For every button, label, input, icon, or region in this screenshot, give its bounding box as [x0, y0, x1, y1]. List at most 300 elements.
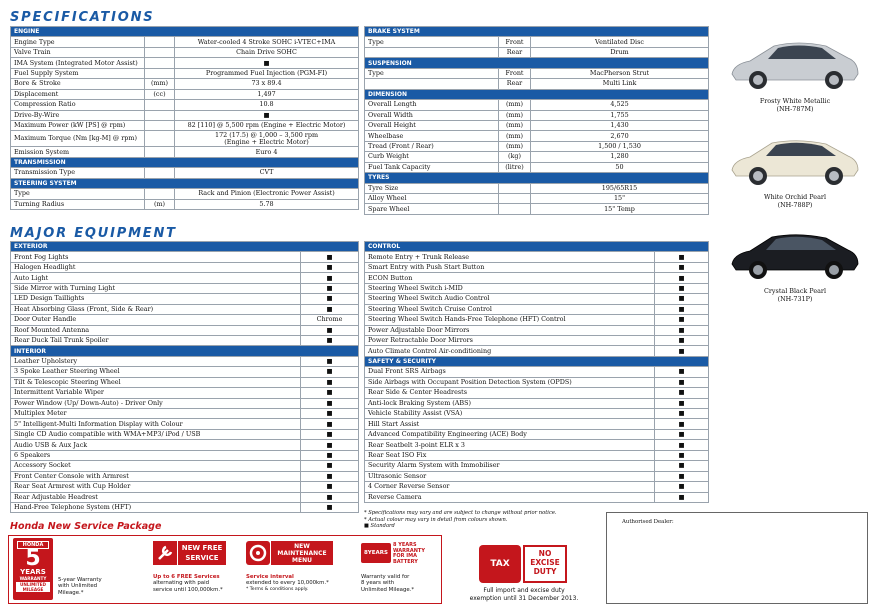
row-label: Tilt & Telescopic Steering Wheel	[11, 377, 301, 387]
row-label: Maximum Power (kW [PS] @ rpm)	[11, 120, 145, 130]
row-label: Accessory Socket	[11, 461, 301, 471]
row-value: ■	[655, 409, 709, 419]
table-row	[365, 262, 709, 272]
row-value: ■	[301, 273, 359, 283]
honda-logo-text: HONDA	[17, 541, 49, 549]
table-row	[11, 398, 359, 408]
note-standard: ■ Standard	[364, 523, 395, 529]
row-unit	[145, 47, 175, 57]
table-row	[365, 315, 709, 325]
warranty-number: 5	[25, 546, 41, 571]
row-value: ■	[655, 273, 709, 283]
row-label: Rear Seat Armrest with Cup Holder	[11, 482, 301, 492]
row-value: ■	[655, 294, 709, 304]
row-unit: Front	[499, 37, 531, 47]
row-value: ■	[301, 450, 359, 460]
row-label: Hill Start Assist	[365, 419, 655, 429]
row-value: Drum	[531, 47, 709, 57]
row-label: ECON Button	[365, 273, 655, 283]
row-label: Anti-lock Braking System (ABS)	[365, 398, 655, 408]
control-safety-table	[364, 241, 709, 503]
row-label: Type	[365, 68, 499, 78]
table-row	[11, 315, 359, 325]
row-value: 1,755	[531, 110, 709, 120]
table-row	[365, 429, 709, 439]
row-label: Power Adjustable Door Mirrors	[365, 325, 655, 335]
row-value: ■	[175, 110, 359, 120]
row-label: Rear Adjustable Headrest	[11, 492, 301, 502]
row-value: ■	[655, 304, 709, 314]
table-row	[11, 37, 359, 47]
row-label: Remote Entry + Trunk Release	[365, 252, 655, 262]
row-label: Front Center Console with Armrest	[11, 471, 301, 481]
row-unit	[145, 189, 175, 199]
row-unit: (litre)	[499, 162, 531, 172]
row-label: Compression Ratio	[11, 100, 145, 110]
table-row	[365, 492, 709, 502]
warranty-years: YEARS	[20, 568, 46, 576]
row-unit	[145, 168, 175, 178]
colour-name: Frosty White Metallic	[759, 97, 831, 105]
row-unit	[145, 110, 175, 120]
section-header-brake	[365, 27, 709, 37]
table-row	[11, 304, 359, 314]
table-row	[365, 294, 709, 304]
service-package-title: Honda New Service Package	[10, 521, 162, 532]
table-row	[11, 419, 359, 429]
section-title: SUSPENSION	[365, 58, 709, 68]
row-value: ■	[655, 461, 709, 471]
row-unit: (kg)	[499, 152, 531, 162]
row-label	[365, 79, 499, 89]
row-value: 50	[531, 162, 709, 172]
table-row	[11, 440, 359, 450]
row-value: ■	[301, 335, 359, 345]
table-row	[11, 79, 359, 89]
table-row	[365, 367, 709, 377]
table-row	[365, 450, 709, 460]
chassis-spec-table	[364, 26, 709, 215]
row-label: Overall Height	[365, 120, 499, 130]
row-value: ■	[301, 304, 359, 314]
battery-icon: 8YEARS	[361, 543, 391, 563]
row-label: Advanced Compatibility Engineering (ACE) Body	[365, 429, 655, 439]
row-value: ■	[655, 315, 709, 325]
row-label: Drive-By-Wire	[11, 110, 145, 120]
table-row	[365, 346, 709, 356]
row-value: ■	[655, 492, 709, 502]
row-value: 1,280	[531, 152, 709, 162]
table-row	[365, 152, 709, 162]
row-value: 172 (17.5) @ 1,000 – 3,500 rpm (Engine + Electric Motor)	[175, 131, 359, 147]
table-row	[365, 419, 709, 429]
row-label: 3 Spoke Leather Steering Wheel	[11, 367, 301, 377]
table-row	[365, 388, 709, 398]
tax-icon: TAX	[479, 545, 521, 583]
row-label: Engine Type	[11, 37, 145, 47]
colour-code: (NH-731P)	[777, 295, 813, 303]
row-label: Hand-Free Telephone System (HFT)	[11, 502, 301, 512]
table-row	[365, 141, 709, 151]
row-unit: (m)	[145, 199, 175, 209]
colour-caption-2	[740, 193, 850, 209]
note-spec: * Specifications may vary and are subject to change without prior notice.	[364, 510, 557, 516]
table-row	[11, 131, 359, 147]
row-value: 4,525	[531, 100, 709, 110]
table-row	[365, 409, 709, 419]
row-label: Curb Weight	[365, 152, 499, 162]
exterior-interior-table	[10, 241, 359, 513]
note-colour: * Actual colour may vary in detail from colours shown.	[364, 516, 508, 523]
row-value: 5.78	[175, 199, 359, 209]
row-value: ■	[301, 492, 359, 502]
row-value: Ventilated Disc	[531, 37, 709, 47]
row-label: Power Retractable Door Mirrors	[365, 335, 655, 345]
table-row	[11, 471, 359, 481]
row-label: Reverse Camera	[365, 492, 655, 502]
row-label: Smart Entry with Push Start Button	[365, 262, 655, 272]
row-label: Side Airbags with Occupant Position Detection System (OPDS)	[365, 377, 655, 387]
section-title: INTERIOR	[11, 346, 359, 356]
gear-icon	[246, 541, 270, 565]
engine-spec-table	[10, 26, 359, 210]
row-unit	[145, 120, 175, 130]
no-excise-duty-badge: NO EXCISE DUTY	[523, 545, 567, 583]
row-label: IMA System (Integrated Motor Assist)	[11, 58, 145, 68]
row-value: ■	[301, 398, 359, 408]
mileage-word: MILEAGE	[16, 587, 50, 592]
row-label: Halogen Headlight	[11, 262, 301, 272]
row-label: Type	[365, 37, 499, 47]
row-unit	[145, 147, 175, 157]
table-row	[365, 252, 709, 262]
table-row	[365, 325, 709, 335]
row-value: Water-cooled 4 Stroke SOHC i-VTEC+IMA	[175, 37, 359, 47]
row-unit	[499, 183, 531, 193]
section-title: TRANSMISSION	[11, 157, 359, 167]
row-value: ■	[301, 283, 359, 293]
table-row	[11, 388, 359, 398]
row-label: Tread (Front / Rear)	[365, 141, 499, 151]
section-title: CONTROL	[365, 242, 709, 252]
section-title: DIMENSION	[365, 89, 709, 99]
row-value: 15" Temp	[531, 204, 709, 214]
row-unit: (mm)	[499, 100, 531, 110]
row-label: Heat Absorbing Glass (Front, Side & Rear)	[11, 304, 301, 314]
row-value: ■	[301, 388, 359, 398]
row-label: Turning Radius	[11, 199, 145, 209]
table-row	[365, 204, 709, 214]
row-value: 1,500 / 1,530	[531, 141, 709, 151]
table-row	[365, 471, 709, 481]
battery-text: Warranty valid for 8 years with Unlimited Mileage.*	[361, 574, 415, 593]
row-value: ■	[655, 471, 709, 481]
section-header-suspension	[365, 58, 709, 68]
row-label	[365, 47, 499, 57]
section-header-interior	[11, 346, 359, 356]
table-row	[11, 429, 359, 439]
row-value: Multi Link	[531, 79, 709, 89]
row-label: Side Mirror with Turning Light	[11, 283, 301, 293]
table-row	[365, 398, 709, 408]
table-row	[365, 335, 709, 345]
row-unit: Front	[499, 68, 531, 78]
row-label: Power Window (Up/ Down-Auto) - Driver Only	[11, 398, 301, 408]
battery-warranty-badge: 8 YEARS WARRANTY FOR IMA BATTERY	[393, 542, 425, 565]
row-value: ■	[655, 325, 709, 335]
row-label: Dual Front SRS Airbags	[365, 367, 655, 377]
dealer-box	[606, 512, 868, 604]
row-value: 1,430	[531, 120, 709, 130]
row-value: ■	[655, 377, 709, 387]
row-value: ■	[301, 419, 359, 429]
row-label: Intermittent Variable Wiper	[11, 388, 301, 398]
row-label: Rear Side & Center Headrests	[365, 388, 655, 398]
table-row	[11, 58, 359, 68]
table-row	[11, 492, 359, 502]
row-value: 15"	[531, 194, 709, 204]
row-label: Rear Duck Tail Trunk Spoiler	[11, 335, 301, 345]
warranty-word: WARRANTY	[19, 576, 47, 581]
free-service-text: Up to 6 FREE Services alternating with paid service until 100,000km.*	[153, 574, 223, 593]
table-row	[365, 79, 709, 89]
row-value: ■	[301, 482, 359, 492]
row-unit: Rear	[499, 47, 531, 57]
table-row	[11, 502, 359, 512]
row-unit: Rear	[499, 79, 531, 89]
section-title: STEERING SYSTEM	[11, 178, 359, 188]
row-unit	[499, 204, 531, 214]
table-row	[365, 194, 709, 204]
row-value: 195/65R15	[531, 183, 709, 193]
row-label: Tyre Size	[365, 183, 499, 193]
tax-text: Full import and excise duty exemption until 31 December 2013.	[469, 587, 579, 602]
table-row	[365, 47, 709, 57]
row-value: ■	[301, 367, 359, 377]
section-header-control	[365, 242, 709, 252]
table-row	[365, 283, 709, 293]
section-header-safety	[365, 356, 709, 366]
row-label: Security Alarm System with Immobiliser	[365, 461, 655, 471]
table-row	[11, 100, 359, 110]
table-row	[11, 461, 359, 471]
table-row	[11, 252, 359, 262]
table-row	[365, 273, 709, 283]
row-value: ■	[301, 252, 359, 262]
section-header-engine	[11, 27, 359, 37]
car-white-orchid-image	[728, 130, 862, 192]
row-value: 2,670	[531, 131, 709, 141]
free-service-badge: NEW FREE SERVICE	[178, 541, 226, 565]
row-label: Front Fog Lights	[11, 252, 301, 262]
row-value: Rack and Pinion (Electronic Power Assist)	[175, 189, 359, 199]
table-row	[11, 482, 359, 492]
row-value: 10.8	[175, 100, 359, 110]
row-value: ■	[655, 429, 709, 439]
table-row	[365, 100, 709, 110]
table-row	[365, 377, 709, 387]
row-value: Chrome	[301, 315, 359, 325]
row-unit: (mm)	[145, 79, 175, 89]
colour-name: Crystal Black Pearl	[763, 287, 827, 295]
maintenance-menu-badge: NEW MAINTENANCE MENU	[271, 541, 333, 565]
row-label: Steering Wheel Switch i-MID	[365, 283, 655, 293]
row-value: Programmed Fuel Injection (PGM-FI)	[175, 68, 359, 78]
colour-caption-3	[740, 287, 850, 303]
section-title: EXTERIOR	[11, 242, 359, 252]
row-value: ■	[655, 346, 709, 356]
row-value: ■	[301, 471, 359, 481]
row-label: Single CD Audio compatible with WMA+MP3/ iPod / USB	[11, 429, 301, 439]
table-row	[365, 482, 709, 492]
section-header-steering	[11, 178, 359, 188]
row-value: ■	[301, 502, 359, 512]
row-label: 4 Corner Reverse Sensor	[365, 482, 655, 492]
row-value: CVT	[175, 168, 359, 178]
row-label: Fuel Supply System	[11, 68, 145, 78]
table-row	[365, 461, 709, 471]
table-row	[11, 47, 359, 57]
row-value: ■	[301, 409, 359, 419]
row-value: ■	[301, 440, 359, 450]
row-unit	[499, 194, 531, 204]
row-value: ■	[655, 440, 709, 450]
table-row	[11, 377, 359, 387]
row-label: Leather Upholstery	[11, 356, 301, 366]
row-value: MacPherson Strut	[531, 68, 709, 78]
row-unit	[145, 68, 175, 78]
table-row	[11, 367, 359, 377]
row-value: Euro 4	[175, 147, 359, 157]
row-value: ■	[655, 398, 709, 408]
row-label: Fuel Tank Capacity	[365, 162, 499, 172]
table-row	[365, 183, 709, 193]
table-row	[365, 120, 709, 130]
row-value: ■	[301, 294, 359, 304]
table-row	[11, 89, 359, 99]
row-label: Overall Length	[365, 100, 499, 110]
row-label: Wheelbase	[365, 131, 499, 141]
row-label: Audio USB & Aux Jack	[11, 440, 301, 450]
row-unit	[145, 131, 175, 147]
wrench-icon	[153, 541, 177, 565]
row-value: Chain Drive SOHC	[175, 47, 359, 57]
table-row	[11, 325, 359, 335]
row-label: Steering Wheel Switch Cruise Control	[365, 304, 655, 314]
table-row	[11, 120, 359, 130]
row-unit: (mm)	[499, 120, 531, 130]
row-value: ■	[655, 450, 709, 460]
row-label: Alloy Wheel	[365, 194, 499, 204]
row-label: Vehicle Stability Assist (VSA)	[365, 409, 655, 419]
specifications-title: SPECIFICATIONS	[10, 10, 155, 25]
table-row	[11, 147, 359, 157]
row-label: Rear Seatbelt 3-point ELR x 3	[365, 440, 655, 450]
row-value: ■	[655, 367, 709, 377]
table-row	[365, 162, 709, 172]
car-crystal-black-image	[728, 222, 862, 286]
row-unit	[145, 37, 175, 47]
table-row	[11, 450, 359, 460]
table-row	[11, 294, 359, 304]
colour-caption-1	[740, 97, 850, 113]
section-title: SAFETY & SECURITY	[365, 356, 709, 366]
row-value: ■	[301, 429, 359, 439]
table-row	[11, 283, 359, 293]
table-row	[11, 335, 359, 345]
section-header-dimension	[365, 89, 709, 99]
colour-code: (NH-788P)	[777, 201, 813, 209]
table-row	[365, 68, 709, 78]
row-label: Spare Wheel	[365, 204, 499, 214]
row-value: ■	[655, 283, 709, 293]
row-label: Rear Seat ISO Fix	[365, 450, 655, 460]
section-header-exterior	[11, 242, 359, 252]
table-row	[11, 110, 359, 120]
maintenance-text: Service interval extended to every 10,000km.* * Terms & conditions apply.	[246, 574, 329, 592]
row-label: Steering Wheel Switch Hands-Free Telephone (HFT) Control	[365, 315, 655, 325]
row-unit	[145, 100, 175, 110]
row-value: ■	[175, 58, 359, 68]
table-row	[11, 189, 359, 199]
section-header-tyres	[365, 173, 709, 183]
table-row	[11, 168, 359, 178]
section-title: BRAKE SYSTEM	[365, 27, 709, 37]
table-row	[11, 273, 359, 283]
row-label: Auto Light	[11, 273, 301, 283]
row-label: Overall Width	[365, 110, 499, 120]
row-label: Steering Wheel Switch Audio Control	[365, 294, 655, 304]
row-label: Roof Mounted Antenna	[11, 325, 301, 335]
section-title: TYRES	[365, 173, 709, 183]
row-unit: (mm)	[499, 141, 531, 151]
row-label: Bore & Stroke	[11, 79, 145, 89]
row-label: Valve Train	[11, 47, 145, 57]
row-value: ■	[301, 377, 359, 387]
warranty-text: 5-year Warranty with Unlimited Mileage.*	[58, 577, 102, 596]
major-equipment-title: MAJOR EQUIPMENT	[10, 226, 177, 241]
row-label: Auto Climate Control Air-conditioning	[365, 346, 655, 356]
table-row	[11, 356, 359, 366]
section-header-transmission	[11, 157, 359, 167]
section-title: ENGINE	[11, 27, 359, 37]
colour-code: (NH-787M)	[776, 105, 814, 113]
car-frosty-white-image	[728, 28, 862, 96]
table-row	[365, 304, 709, 314]
row-value: 73 x 89.4	[175, 79, 359, 89]
table-row	[365, 37, 709, 47]
row-label: Type	[11, 189, 145, 199]
row-label: Emission System	[11, 147, 145, 157]
footnotes	[364, 510, 557, 530]
row-label: Ultrasonic Sensor	[365, 471, 655, 481]
row-label: Maximum Torque (Nm [kg-M] @ rpm)	[11, 131, 145, 147]
row-value: ■	[301, 356, 359, 366]
row-unit	[145, 58, 175, 68]
table-row	[365, 131, 709, 141]
table-row	[365, 440, 709, 450]
row-value: ■	[301, 325, 359, 335]
row-value: ■	[655, 388, 709, 398]
row-value: 1,497	[175, 89, 359, 99]
warranty-badge	[13, 538, 53, 600]
row-label: Multiplex Meter	[11, 409, 301, 419]
table-row	[11, 68, 359, 78]
dealer-label: Authorised Dealer:	[622, 519, 674, 525]
row-value: ■	[655, 262, 709, 272]
unlimited-word: UNLIMITED	[16, 582, 50, 587]
row-unit: (cc)	[145, 89, 175, 99]
